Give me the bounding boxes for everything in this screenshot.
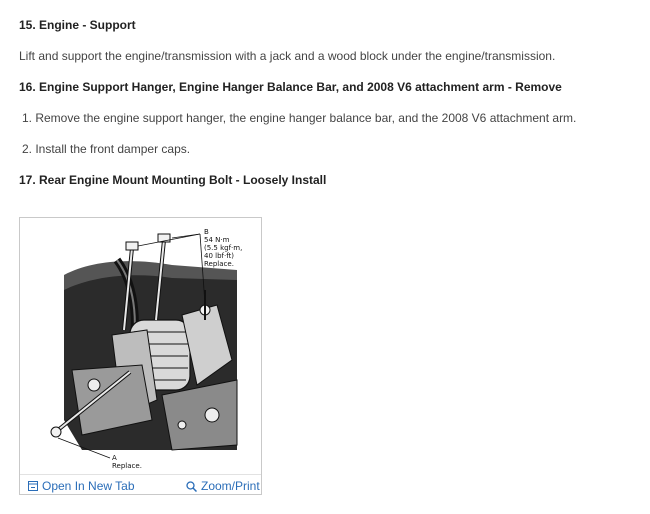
zoom-print-label: Zoom/Print (201, 479, 260, 493)
step-17-heading: 17. Rear Engine Mount Mounting Bolt - Loosely Install (19, 173, 327, 187)
step-15-heading: 15. Engine - Support (19, 18, 136, 32)
step-16-substep-2: 2. Install the front damper caps. (22, 142, 191, 156)
callout-b-torque-nm: 54 N·m (204, 236, 230, 244)
engine-mount-illustration[interactable] (22, 220, 261, 472)
callout-a-label: A (112, 454, 117, 462)
callout-a-replace: Replace. (112, 462, 142, 470)
callout-b-torque-kgf: (5.5 kgf·m, (204, 244, 243, 252)
figure-footer (20, 474, 261, 495)
callout-b-replace: Replace. (204, 260, 234, 268)
open-in-new-tab-label: Open In New Tab (42, 479, 135, 493)
step-16-substep-1: 1. Remove the engine support hanger, the engine hanger balance bar, and the 2008 V6 attachment arm. (22, 111, 577, 125)
zoom-print-link[interactable] (186, 479, 260, 493)
callout-b-label: B (204, 228, 209, 236)
callout-b (204, 228, 245, 268)
magnifier-icon (186, 481, 197, 492)
step-16-heading: 16. Engine Support Hanger, Engine Hanger Balance Bar, and 2008 V6 attachment arm - Remove (19, 80, 562, 94)
callout-b-torque-lbf: 40 lbf·ft) (204, 252, 235, 260)
open-in-new-tab-link[interactable] (28, 479, 135, 493)
callout-a (112, 454, 142, 470)
step-15-text: Lift and support the engine/transmission with a jack and a wood block under the engine/transmission. (19, 49, 556, 63)
figure-container (19, 217, 262, 495)
new-tab-icon (28, 481, 38, 491)
